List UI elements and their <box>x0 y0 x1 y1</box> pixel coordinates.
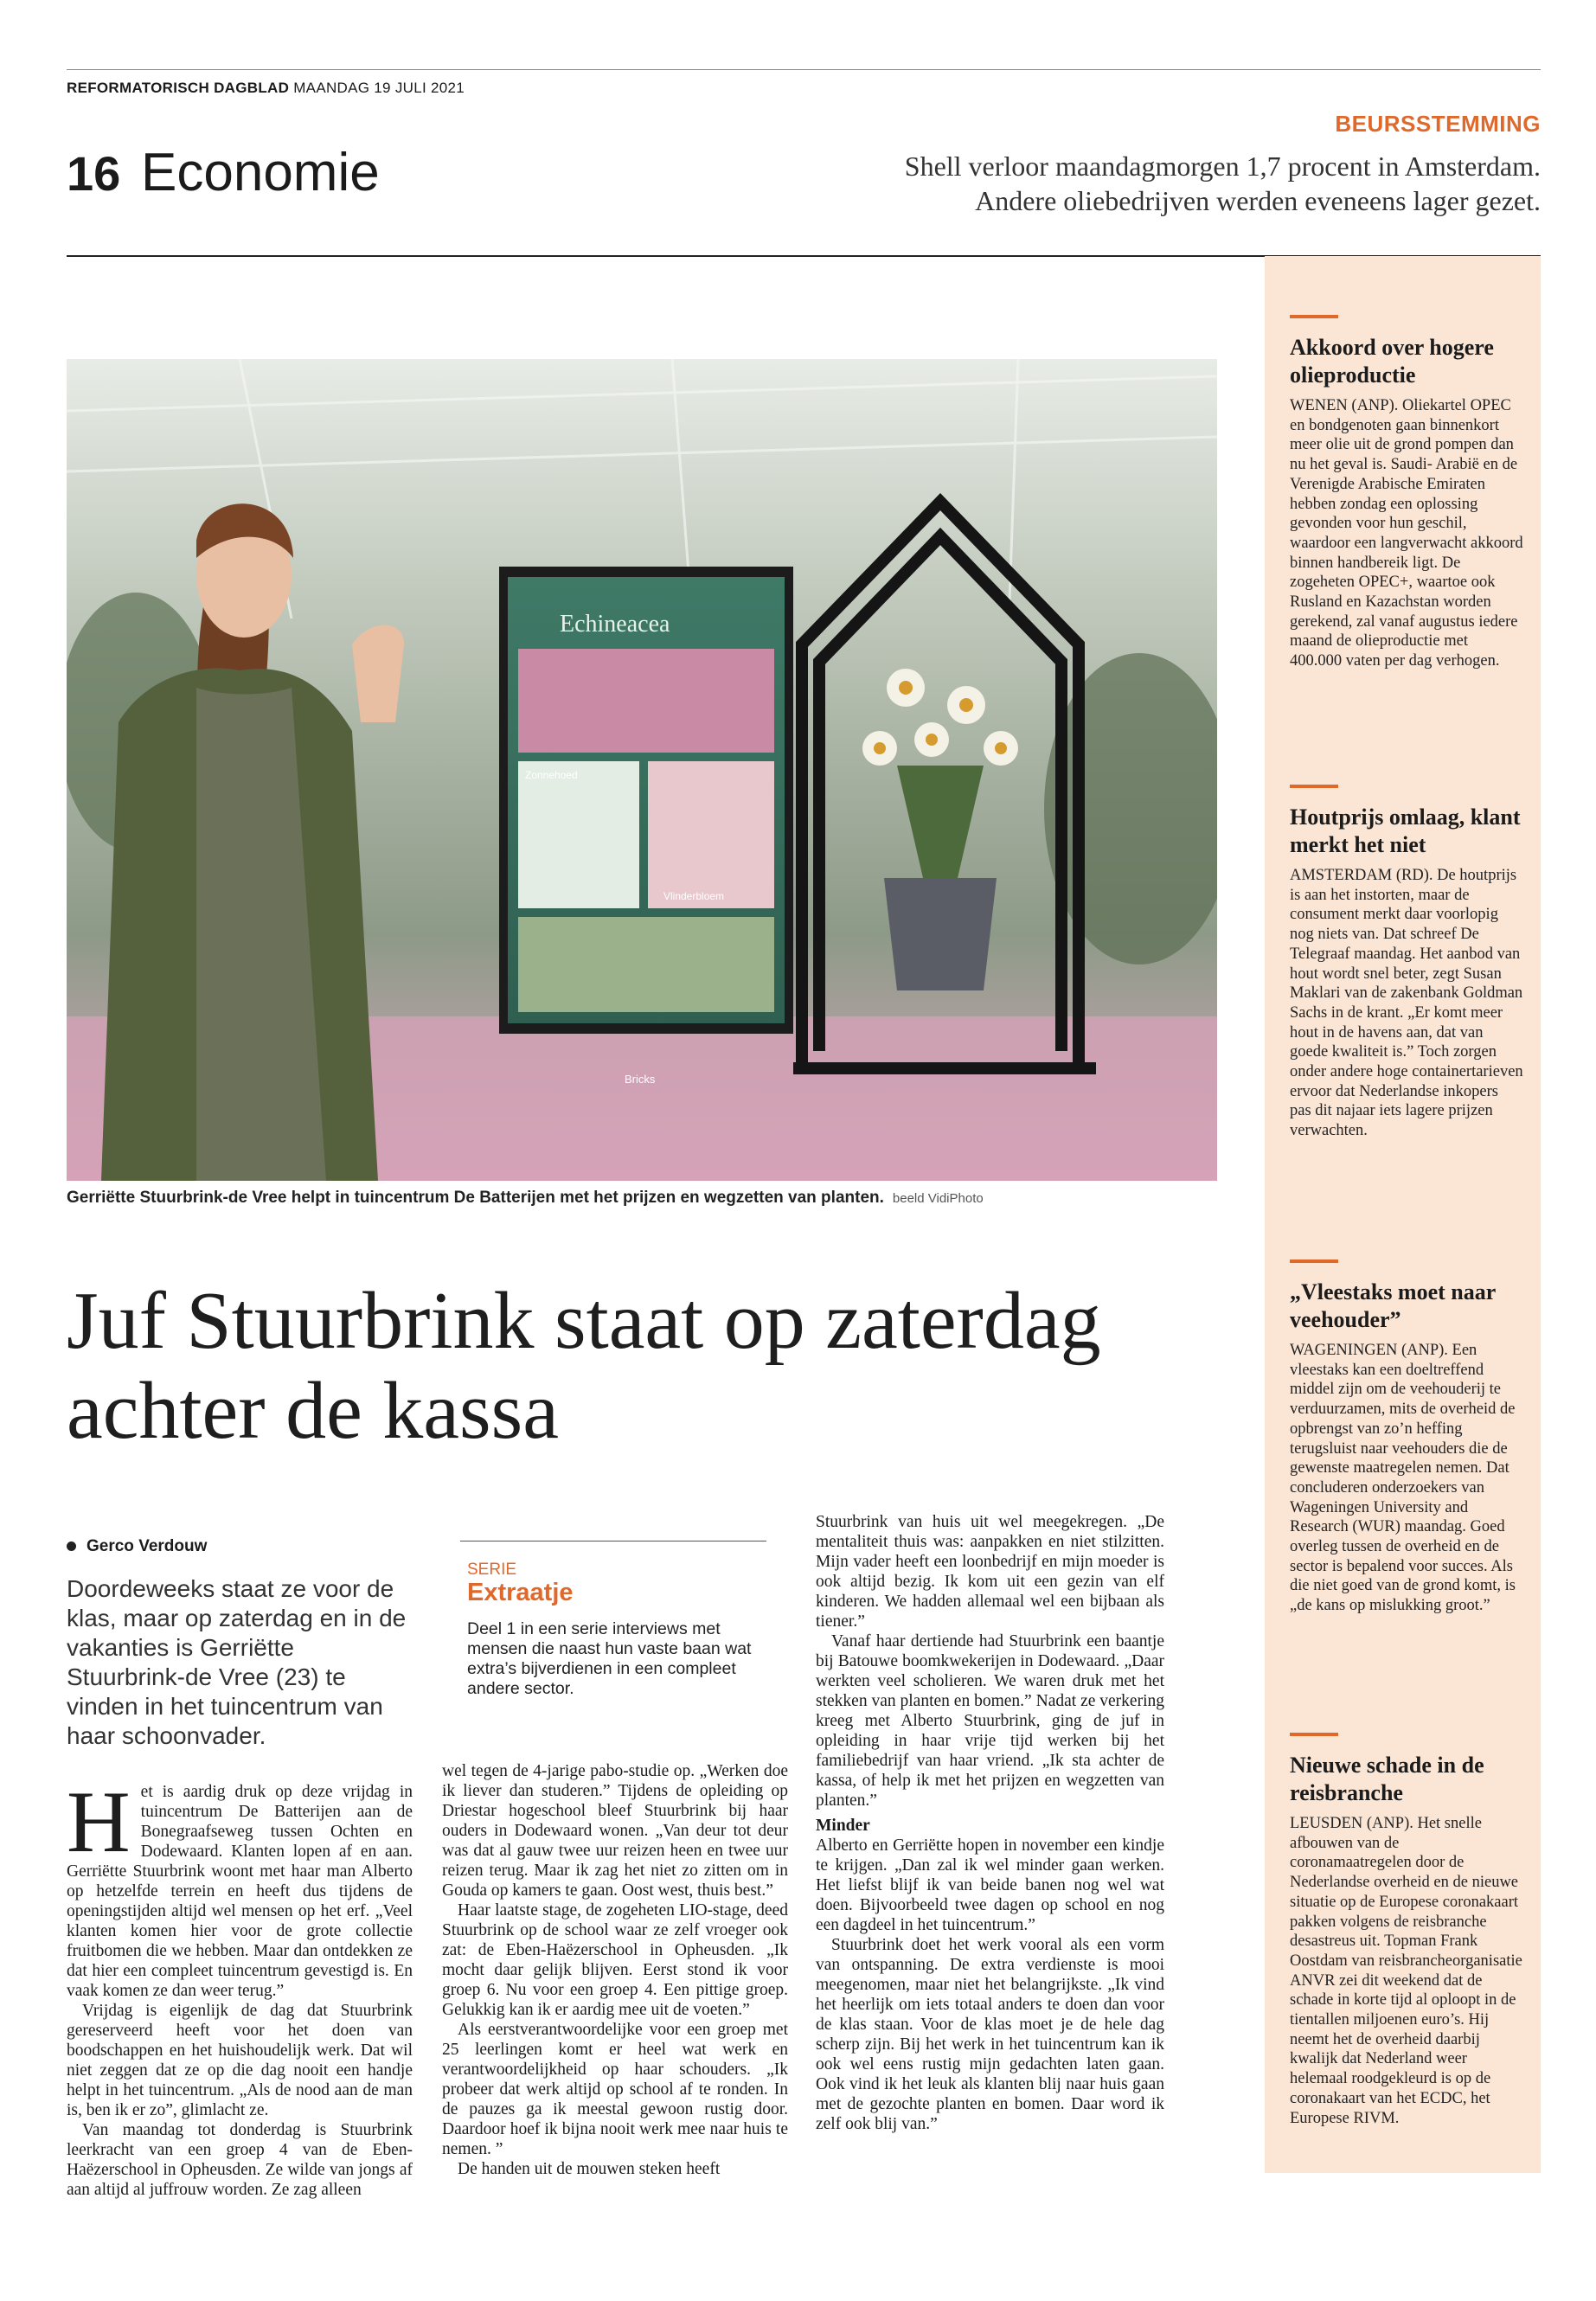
board-label-zonnehoed: Zonnehoed <box>525 769 578 781</box>
paragraph: Haar laatste stage, de zogeheten LIO-stage, deed Stuurbrink op de school waar ze zelf vroeger ook zat: de Eben-Haëzerschool in Opheusden. „Ik mocht daar gelijk blijven. Eerst stond ik voor groep 6. Nu voor een groep 4. Een pittige groep. Gelukkig kan ik er aardig mee uit de voeten.” <box>442 1901 788 2019</box>
sidebar-item-body: AMSTERDAM (RD). De houtprijs is aan het instorten, maar de consument merkt daar voorlopig nog niets van. Dat schreef De Telegraaf maandag. Het aanbod van hout wordt snel beter, zegt Susan Maklari van de zakenbank Goldman Sachs in de krant. „Er komt meer hout in de havens aan, dat van goede kwaliteit is.” Toch zorgen onder andere hoge containertarieven ervoor dat Nederlandse inkopers pas dit najaar iets lagere prijzen verwachten. <box>1290 867 1523 1140</box>
paragraph: wel tegen de 4-jarige pabo-studie op. „Werken doe ik liever dan studeren.” Tijdens de opleiding op Driestar hogeschool bleef Stuurbrink bij haar ouders in Dodewaard wonen. „Van deur tot deur was dat al gauw twee uur reizen heen en twee uur reizen terug. Maar ik zag het niet zo zitten om in Gouda op kamers te gaan. Oost west, thuis best.” <box>442 1762 788 1900</box>
board-title: Echineacea <box>560 611 670 638</box>
bullet-icon <box>67 1541 76 1551</box>
paragraph: Van maandag tot donderdag is Stuurbrink leerkracht van een groep 4 van de Eben-Haëzerschool in Opheusden. Ze wilde van jongs af aan altijd al juffrouw worden. Ze zag alleen <box>67 2121 413 2199</box>
paragraph: et is aardig druk op deze vrijdag in tuincentrum De Batterijen aan de Bonegraafseweg tussen Ochten en Dodewaard. Klanten lopen af en aan. Gerriëtte Stuurbrink woont met haar man Alberto op hetzelfde terrein en heeft dus tijdens de openingstijden altijd wel mensen op het erf. „Veel klanten komen hier voor de grote collectie fruitbomen die we hebben. Maar dan ontdekken ze dat hier een compleet tuincentrum gevestigd is. En vaak komen ze dan weer terug.” <box>67 1783 413 2000</box>
sidebar-item-body: WAGENINGEN (ANP). Een vleestaks kan een doeltreffend middel zijn om de veehouderij te verduurzamen, mits de overheid de opbrengst van zo’n heffing terugsluist naar veehouders die de gewenste maatregelen nemen. Dat concluderen onderzoekers van Wageningen University and Research (WUR) maandag. Goed overleg tussen de overheid en de sector is bepalend voor succes. Als die niet goed van de grond komt, is „de kans op mislukking groot.” <box>1290 1342 1516 1615</box>
article-column-1 <box>67 1773 413 2200</box>
sidebar-item-vleestaks <box>1290 1259 1523 1616</box>
accent-bar <box>1290 785 1338 788</box>
sidebar-item-body: LEUSDEN (ANP). Het snelle afbouwen van de coronamaatregelen door de Nederlandse overheid en de nieuwe situatie op de Europese coronakaart pakken volgens de reisbranche desastreus uit. Topman Frank Oostdam van reisbrancheorganisatie ANVR zei dit weekend dat de schade in korte tijd al oploopt in de tientallen miljoenen euro’s. Hij neemt het de overheid daarbij kwalijk dat Nederland weer helemaal roodgekleurd is op de coronakaart van het ECDC, het Europese RIVM. <box>1290 1815 1522 2127</box>
beursstemming-text <box>762 149 1541 218</box>
paragraph: Vrijdag is eigenlijk de dag dat Stuurbrink gereserveerd heeft voor het doen van boodschappen en het huishoudelijk werk. Dat wil niet zeggen dat ze op die dag nooit een handje helpt in het tuincentrum. „Als de nood aan de man is, ben ik er zo”, glimlacht ze. <box>67 2002 413 2119</box>
sidebar-item-title: Houtprijs omlaag, klant merkt het niet <box>1290 804 1521 857</box>
paragraph: Alberto en Gerriëtte hopen in november een kindje te krijgen. „Dan zal ik wel minder gaan werken. Het liefst blijf ik van beide banen nog wel wat doen. Bijvoorbeeld twee dagen op school en nog een dagdeel in het tuincentrum.” <box>816 1836 1164 1934</box>
author-name: Gerco Verdouw <box>87 1537 208 1555</box>
accent-bar <box>1290 1259 1338 1263</box>
byline <box>67 1537 207 1556</box>
subheading: Minder <box>816 1817 870 1835</box>
article-photo <box>67 359 1217 1181</box>
serie-label: SERIE <box>467 1561 517 1579</box>
accent-bar <box>1290 1733 1338 1736</box>
masthead <box>67 80 465 97</box>
article-column-2 <box>442 1761 788 2179</box>
caption-text: Gerriëtte Stuurbrink-de Vree helpt in tuincentrum De Batterijen met het prijzen en wegzetten van planten. <box>67 1189 884 1207</box>
article-headline: Juf Stuurbrink staat op zaterdag achter de kassa <box>67 1276 1101 1456</box>
section-title: Economie <box>141 143 380 202</box>
beursstemming-line-1: Shell verloor maandagmorgen 1,7 procent in Amsterdam. <box>904 151 1541 182</box>
issue-date: MAANDAG 19 JULI 2021 <box>293 80 465 96</box>
serie-description: Deel 1 in een serie interviews met mensen die naast hun vaste baan wat extra’s bijverdienen in een compleet andere sector. <box>467 1619 752 1698</box>
sidebar-item-title: Akkoord over hogere olieproductie <box>1290 335 1494 388</box>
paragraph: Vanaf haar dertiende had Stuurbrink een baantje bij Batouwe boomkwekerijen in Dodewaard. „Daar werkten veel scholieren. We waren druk met het stekken van planten en bomen.” Nadat ze verkering kreeg met Alberto Stuurbrink, ging de juf in opleiding in haar vrije tijd werken bij het familiebedrijf van haar vriend. „Ik sta achter de kassa, of help ik met het prijzen en wegzetten van planten.” <box>816 1632 1164 1810</box>
article-column-3 <box>816 1512 1164 2134</box>
page-number: 16 <box>67 146 121 201</box>
board-brand: Bricks <box>625 1073 656 1086</box>
article-intro: Doordeweeks staat ze voor de klas, maar op zaterdag en in de vakanties is Gerriëtte Stuurbrink-de Vree (23) te vinden in het tuincentrum van haar schoonvader. <box>67 1575 407 1749</box>
sidebar-item-houtprijs <box>1290 785 1523 1141</box>
top-rule <box>67 69 1541 70</box>
paragraph: Stuurbrink doet het werk vooral als een vorm van ontspanning. De extra verdienste is mooi meegenomen, maar niet het belangrijkste. „Ik vind het heerlijk om iets totaal anders te doen dan voor de klas staan. Voor de klas moet je de hele dag scherp zijn. Bij het werk in het tuincentrum kan ik ook wel eens rustig mijn gedachten laten gaan. Ook vind ik het leuk als klanten blij naar huis gaan met de gezochte planten en bomen. Daar word ik zelf ook blij van.” <box>816 1936 1164 2133</box>
paper-name: REFORMATORISCH DAGBLAD <box>67 80 290 96</box>
beursstemming-label: BEURSSTEMMING <box>1335 111 1541 137</box>
photo-caption <box>67 1189 984 1208</box>
sidebar-item-reisbranche <box>1290 1733 1523 2128</box>
sidebar-item-olieproductie <box>1290 315 1523 671</box>
drop-cap: H <box>67 1773 131 1871</box>
sidebar-item-title: „Vleestaks moet naar veehouder” <box>1290 1279 1496 1332</box>
board-label-vlinderbloem: Vlinderbloem <box>663 890 725 902</box>
sidebar-item-body: WENEN (ANP). Oliekartel OPEC en bondgenoten gaan binnenkort meer olie uit de grond pompen dan nu het geval is. Saudi- Arabië en de Verenigde Arabische Emiraten hebben zondag een oplossing gevonden voor hun geschil, waardoor een langverwacht akkoord binnen handbereik ligt. De zogeheten OPEC+, waartoe ook Rusland en Kazachstan worden gerekend, zal vanaf augustus iedere maand de olieproductie met 400.000 vaten per dag verhogen. <box>1290 397 1523 670</box>
beursstemming-line-2: Andere oliebedrijven werden eveneens lager gezet. <box>975 185 1541 216</box>
serie-title: Extraatje <box>467 1579 574 1606</box>
paragraph: Als eerstverantwoordelijke voor een groep met 25 leerlingen komt er heel wat werk en verantwoordelijkheid op haar schouders. „Ik probeer dat werk altijd op school af te ronden. In de pauzes ga ik meestal gewoon rustig door. Daardoor hoef ik bijna nooit werk mee naar huis te nemen. ” <box>442 2021 788 2158</box>
accent-bar <box>1290 315 1338 318</box>
photo-credit: beeld VidiPhoto <box>892 1191 984 1206</box>
sidebar-item-title: Nieuwe schade in de reisbranche <box>1290 1753 1484 1805</box>
photo-illustration <box>67 359 1217 1181</box>
paragraph: Stuurbrink van huis uit wel meegekregen. „De mentaliteit thuis was: aanpakken en niet stilzitten. Mijn vader heeft een loonbedrijf en mijn moeder is ook altijd bezig. Ik kom uit een gezin van elf kinderen. We hadden allemaal wel een bijbaan als tiener.” <box>816 1513 1164 1631</box>
paragraph: De handen uit de mouwen steken heeft <box>458 2160 721 2178</box>
